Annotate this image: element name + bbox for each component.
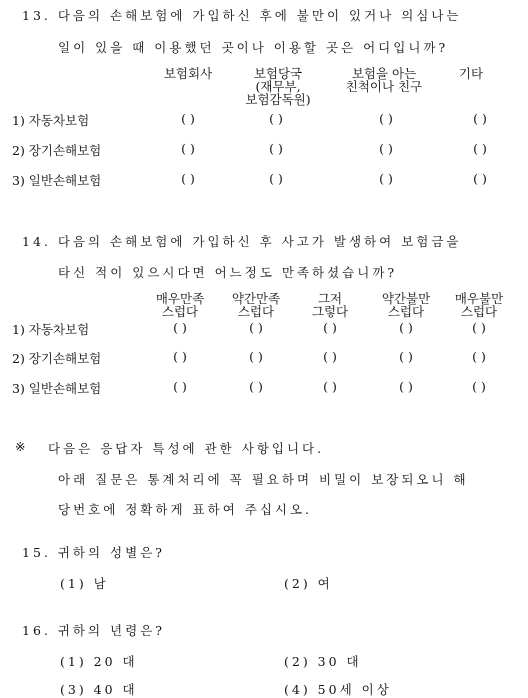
q13-checkbox[interactable]: ( ): [269, 141, 283, 156]
q13-line-2: 일이 있을 때 이용했던 곳이나 이용할 곳은 어디입니까?: [58, 40, 449, 55]
q14-checkbox[interactable]: ( ): [472, 349, 486, 364]
q14-line-2: 타신 적이 있으시다면 어느정도 만족하셨습니까?: [58, 265, 398, 280]
q13-line-1: 13. 다음의 손해보험에 가입하신 후에 불만이 있거나 의심나는: [22, 8, 462, 23]
q14-checkbox[interactable]: ( ): [399, 320, 413, 335]
q14-col-very-satisfied: 매우만족 스럽다: [155, 291, 205, 319]
q16-option-20s[interactable]: (1) 20 대: [60, 654, 138, 669]
q13-row-label: 2) 장기손해보험: [12, 143, 102, 158]
q14-checkbox[interactable]: ( ): [249, 320, 263, 335]
note-line-1: 다음은 응답자 특성에 관한 사항입니다.: [48, 441, 325, 456]
q15-option-male[interactable]: (1) 남: [60, 576, 109, 591]
q13-checkbox[interactable]: ( ): [473, 141, 487, 156]
q13-checkbox[interactable]: ( ): [473, 111, 487, 126]
q14-col-somewhat-satisfied: 약간만족 스럽다: [231, 291, 281, 319]
q14-checkbox[interactable]: ( ): [173, 320, 187, 335]
q13-checkbox[interactable]: ( ): [473, 171, 487, 186]
q14-col-somewhat-dissatisfied: 약간불만 스럽다: [381, 291, 431, 319]
q14-row-label: 3) 일반손해보험: [12, 381, 102, 396]
q15-title: 15. 귀하의 성별은?: [22, 545, 165, 560]
q14-checkbox[interactable]: ( ): [323, 379, 337, 394]
q16-option-40s[interactable]: (3) 40 대: [60, 682, 138, 697]
q13-col-insurer: 보험회사: [163, 66, 213, 81]
q14-line-1: 14. 다음의 손해보험에 가입하신 후 사고가 발생하여 보험금을: [22, 234, 462, 249]
q13-row-label: 3) 일반손해보험: [12, 173, 102, 188]
q14-checkbox[interactable]: ( ): [399, 379, 413, 394]
q13-col-authority: 보험당국 (재무부, 보험감독원): [245, 66, 311, 107]
q14-checkbox[interactable]: ( ): [472, 320, 486, 335]
q13-checkbox[interactable]: ( ): [379, 111, 393, 126]
q14-checkbox[interactable]: ( ): [323, 320, 337, 335]
q14-checkbox[interactable]: ( ): [249, 379, 263, 394]
q15-option-female[interactable]: (2) 여: [284, 576, 333, 591]
q13-checkbox[interactable]: ( ): [379, 171, 393, 186]
q13-checkbox[interactable]: ( ): [269, 111, 283, 126]
q16-option-50plus[interactable]: (4) 50세 이상: [284, 682, 392, 697]
note-line-3: 당번호에 정확하게 표하여 주십시오.: [58, 502, 313, 517]
q14-row-label: 2) 장기손해보험: [12, 351, 102, 366]
q16-option-30s[interactable]: (2) 30 대: [284, 654, 362, 669]
q16-title: 16. 귀하의 년령은?: [22, 623, 165, 638]
q13-col-other: 기타: [458, 66, 484, 81]
q14-col-neutral: 그저 그렇다: [311, 291, 349, 319]
q14-checkbox[interactable]: ( ): [249, 349, 263, 364]
q13-col-relatives: 보험을 아는 친척이나 친구: [345, 66, 423, 94]
q13-checkbox[interactable]: ( ): [181, 171, 195, 186]
q14-row-label: 1) 자동차보험: [12, 322, 90, 337]
q13-row-label: 1) 자동차보험: [12, 113, 90, 128]
q14-col-very-dissatisfied: 매우불만 스럽다: [454, 291, 504, 319]
note-line-2: 아래 질문은 통계처리에 꼭 필요하며 비밀이 보장되오니 해: [58, 472, 469, 487]
q14-checkbox[interactable]: ( ): [472, 379, 486, 394]
q14-checkbox[interactable]: ( ): [173, 379, 187, 394]
note-mark: ※: [15, 439, 26, 454]
q13-checkbox[interactable]: ( ): [269, 171, 283, 186]
q14-checkbox[interactable]: ( ): [399, 349, 413, 364]
q13-checkbox[interactable]: ( ): [379, 141, 393, 156]
q14-checkbox[interactable]: ( ): [173, 349, 187, 364]
q14-checkbox[interactable]: ( ): [323, 349, 337, 364]
q13-checkbox[interactable]: ( ): [181, 111, 195, 126]
q13-checkbox[interactable]: ( ): [181, 141, 195, 156]
